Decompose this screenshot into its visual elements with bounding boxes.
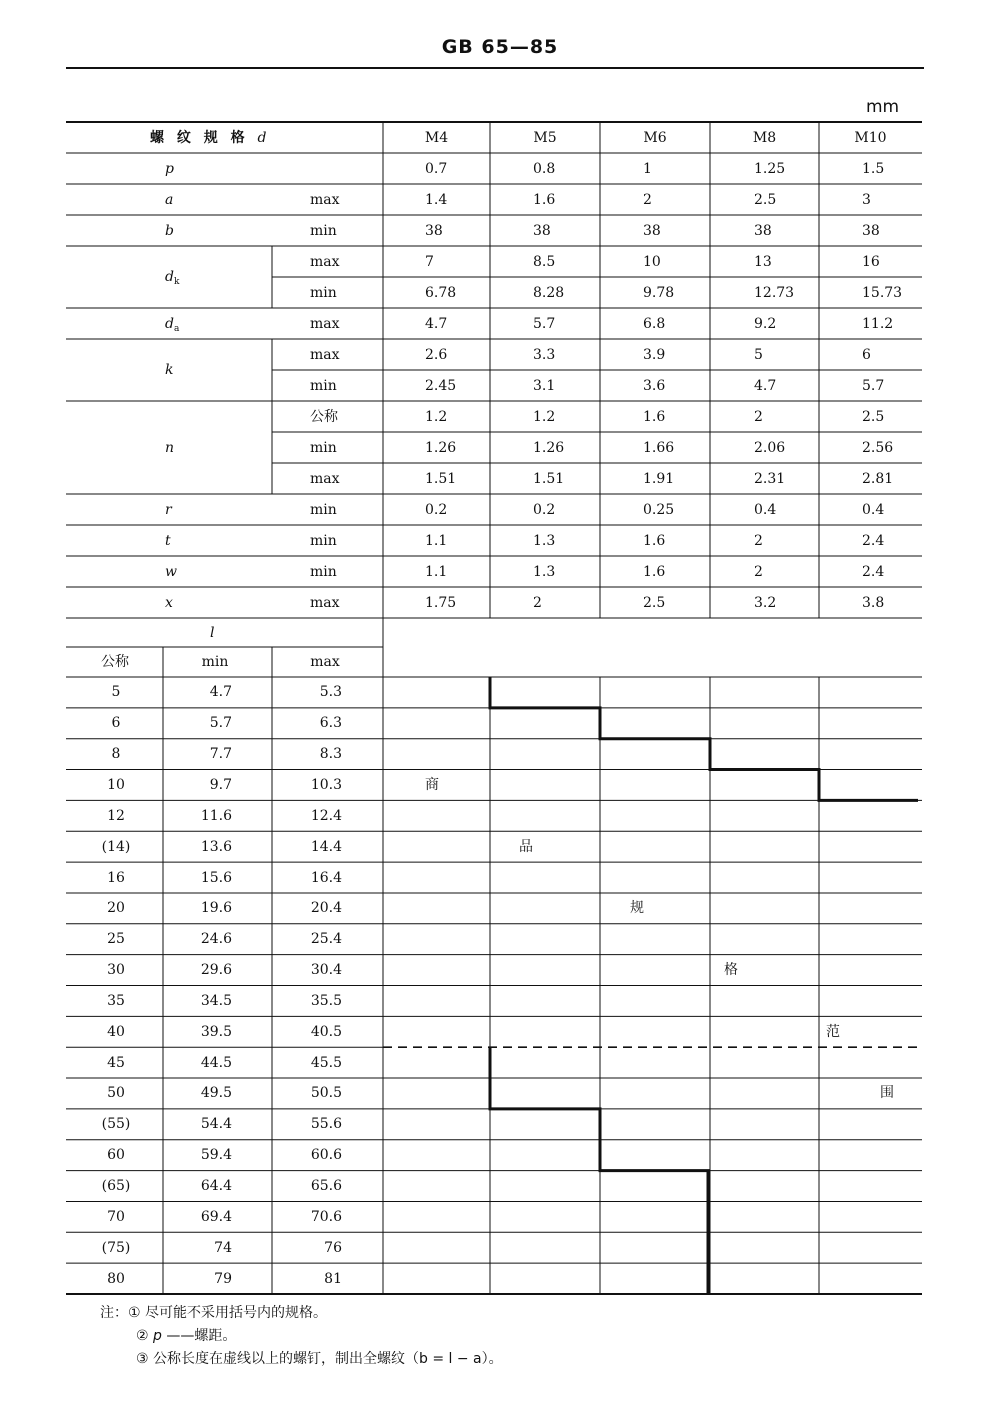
param-value: 2.56 <box>862 439 894 456</box>
param-value: 2 <box>754 408 763 425</box>
param-value: 1.3 <box>533 532 556 549</box>
param-qualifier: max <box>310 191 340 208</box>
param-qualifier: max <box>310 470 340 487</box>
param-value: 11.2 <box>862 315 894 332</box>
length-nominal: 70 <box>107 1208 125 1225</box>
param-value: 1.75 <box>425 594 457 611</box>
length-max: 10.3 <box>310 776 342 793</box>
length-nominal: 35 <box>107 992 125 1009</box>
length-nominal: (65) <box>101 1178 131 1195</box>
length-min: 29.6 <box>200 962 232 979</box>
param-value: 1.6 <box>533 191 556 208</box>
length-nominal: 30 <box>107 962 125 979</box>
param-qualifier: min <box>310 222 337 239</box>
note-1: 注：① 尽可能不采用括号内的规格。 <box>100 1305 328 1321</box>
notes <box>100 1302 503 1371</box>
param-value: 2.31 <box>754 470 786 487</box>
param-value: 9.2 <box>754 315 777 332</box>
length-max: 5.3 <box>319 684 342 701</box>
length-min: 54.4 <box>200 1116 232 1133</box>
param-value: 2.4 <box>862 532 885 549</box>
length-min: 19.6 <box>200 900 232 917</box>
length-col-nominal: 公称 <box>101 654 129 670</box>
length-nominal: 20 <box>107 900 125 917</box>
length-min: 79 <box>214 1270 232 1287</box>
param-qualifier: max <box>310 594 340 611</box>
length-max: 30.4 <box>310 962 342 979</box>
param-value: 3 <box>862 191 871 208</box>
length-min: 24.6 <box>200 931 232 948</box>
param-value: 1.4 <box>425 191 448 208</box>
length-nominal: 16 <box>107 869 125 886</box>
param-value: 38 <box>533 222 551 239</box>
param-value: 0.2 <box>425 501 448 518</box>
param-value: 1.5 <box>862 160 885 177</box>
param-value: 2.5 <box>754 191 777 208</box>
length-max: 76 <box>324 1239 342 1256</box>
param-symbol-k: k <box>165 362 174 378</box>
param-value: 2 <box>754 563 763 580</box>
param-value: 2.5 <box>643 594 666 611</box>
length-max: 81 <box>324 1270 342 1287</box>
length-nominal: 60 <box>107 1147 125 1164</box>
length-min: 74 <box>214 1239 232 1256</box>
length-min: 7.7 <box>209 746 232 763</box>
param-value: 0.8 <box>533 160 556 177</box>
range-char: 围 <box>880 1085 894 1102</box>
param-value: 13 <box>754 253 772 270</box>
length-max: 35.5 <box>310 992 342 1009</box>
length-nominal: (75) <box>101 1239 131 1256</box>
length-min: 5.7 <box>209 715 232 732</box>
length-max: 14.4 <box>310 838 342 855</box>
param-symbol-dk: $d_k$ <box>165 269 180 287</box>
param-value: 3.8 <box>862 594 885 611</box>
param-value: 2.81 <box>862 470 894 487</box>
param-value: 1.3 <box>533 563 556 580</box>
length-max: 40.5 <box>310 1023 342 1040</box>
length-max: 8.3 <box>319 746 342 763</box>
length-nominal: 25 <box>107 931 125 948</box>
param-qualifier: max <box>310 253 340 270</box>
length-nominal: (14) <box>101 838 131 855</box>
col-header-m10: M10 <box>854 129 887 146</box>
param-qualifier: 公称 <box>310 408 338 425</box>
param-value: 5 <box>754 346 763 363</box>
param-value: 4.7 <box>754 377 777 394</box>
param-value: 2.5 <box>862 408 885 425</box>
length-min: 69.4 <box>200 1208 232 1225</box>
param-value: 4.7 <box>425 315 448 332</box>
param-value: 1.6 <box>643 563 666 580</box>
length-nominal: 6 <box>111 715 121 732</box>
length-nominal: (55) <box>101 1116 131 1133</box>
param-value: 0.4 <box>754 501 777 518</box>
param-value: 8.5 <box>533 253 556 270</box>
length-max: 55.6 <box>310 1116 342 1133</box>
param-value: 12.73 <box>754 284 795 301</box>
param-value: 1.1 <box>425 563 448 580</box>
param-value: 3.6 <box>643 377 666 394</box>
param-value: 1.26 <box>425 439 457 456</box>
param-symbol-x: x <box>165 594 173 611</box>
range-char: 规 <box>630 900 644 917</box>
length-min: 59.4 <box>200 1147 232 1164</box>
param-value: 1.66 <box>643 439 675 456</box>
param-value: 0.7 <box>425 160 448 177</box>
param-qualifier: min <box>310 563 337 580</box>
param-qualifier: min <box>310 377 337 394</box>
col-header-m6: M6 <box>643 129 667 146</box>
range-char: 范 <box>826 1023 840 1040</box>
param-symbol-r: r <box>165 501 172 518</box>
param-qualifier: min <box>310 284 337 301</box>
length-max: 50.5 <box>310 1085 342 1102</box>
param-symbol-b: b <box>165 222 174 239</box>
col-header-m5: M5 <box>533 129 557 146</box>
param-value: 2 <box>533 594 542 611</box>
length-max: 65.6 <box>310 1178 342 1195</box>
param-value: 1.6 <box>643 408 666 425</box>
param-value: 1.25 <box>754 160 786 177</box>
length-max: 60.6 <box>310 1147 342 1164</box>
param-value: 10 <box>643 253 661 270</box>
param-qualifier: min <box>310 501 337 518</box>
length-nominal: 8 <box>111 746 121 763</box>
length-max: 12.4 <box>310 807 342 824</box>
param-value: 3.3 <box>533 346 556 363</box>
note-3: ③ 公称长度在虚线以上的螺钉，制出全螺纹（b = l − a）。 <box>136 1351 503 1367</box>
param-value: 16 <box>862 253 880 270</box>
param-value: 0.25 <box>643 501 675 518</box>
range-char: 品 <box>519 838 533 855</box>
length-min: 4.7 <box>209 684 232 701</box>
param-symbol-w: w <box>165 563 177 580</box>
param-value: 2.06 <box>754 439 786 456</box>
param-value: 7 <box>425 253 434 270</box>
length-max: 45.5 <box>310 1054 342 1071</box>
length-nominal: 80 <box>107 1270 125 1287</box>
length-max: 6.3 <box>319 715 342 732</box>
param-qualifier: max <box>310 346 340 363</box>
param-qualifier: min <box>310 439 337 456</box>
param-value: 5.7 <box>533 315 556 332</box>
param-value: 9.78 <box>643 284 675 301</box>
param-value: 6.78 <box>425 284 457 301</box>
length-max: 16.4 <box>310 869 342 886</box>
param-value: 0.2 <box>533 501 556 518</box>
param-symbol-n: n <box>165 439 175 456</box>
length-min: 15.6 <box>200 869 232 886</box>
length-min: 9.7 <box>209 776 232 793</box>
length-col-max: max <box>310 654 340 670</box>
length-nominal: 10 <box>107 776 125 793</box>
param-value: 1.6 <box>643 532 666 549</box>
length-min: 49.5 <box>200 1085 232 1102</box>
param-value: 38 <box>643 222 661 239</box>
param-value: 6.8 <box>643 315 666 332</box>
param-value: 1.2 <box>425 408 448 425</box>
param-symbol-t: t <box>165 532 171 549</box>
length-min: 44.5 <box>200 1054 232 1071</box>
col-header-m8: M8 <box>752 129 777 146</box>
length-min: 64.4 <box>200 1178 232 1195</box>
standard-code: GB 65—85 <box>441 36 559 58</box>
param-symbol-p: p <box>165 160 174 177</box>
length-max: 70.6 <box>310 1208 342 1225</box>
param-symbol-da: $d_a$ <box>165 315 180 334</box>
param-value: 0.4 <box>862 501 885 518</box>
param-value: 38 <box>754 222 772 239</box>
param-value: 1.1 <box>425 532 448 549</box>
unit-label: mm <box>866 97 900 117</box>
length-nominal: 45 <box>107 1054 125 1071</box>
param-value: 2.4 <box>862 563 885 580</box>
param-value: 2.6 <box>425 346 448 363</box>
param-value: 8.28 <box>533 284 565 301</box>
note-2: ② p ——螺距。 <box>136 1328 237 1344</box>
range-char: 商 <box>425 776 439 793</box>
length-nominal: 50 <box>107 1085 125 1102</box>
param-value: 2.45 <box>425 377 457 394</box>
length-col-min: min <box>201 654 229 670</box>
param-value: 2 <box>643 191 652 208</box>
param-value: 3.9 <box>643 346 666 363</box>
length-min: 13.6 <box>200 838 232 855</box>
param-qualifier: min <box>310 532 337 549</box>
length-max: 25.4 <box>310 931 342 948</box>
param-value: 3.1 <box>533 377 556 394</box>
param-value: 3.2 <box>754 594 777 611</box>
length-min: 11.6 <box>200 807 232 824</box>
length-nominal: 12 <box>107 807 125 824</box>
length-nominal: 40 <box>107 1023 125 1040</box>
param-value: 38 <box>862 222 880 239</box>
col-header-m4: M4 <box>424 129 449 146</box>
length-min: 34.5 <box>200 992 232 1009</box>
param-value: 5.7 <box>862 377 885 394</box>
param-value: 2 <box>754 532 763 549</box>
param-value: 1.2 <box>533 408 556 425</box>
param-value: 1.51 <box>425 470 457 487</box>
param-value: 6 <box>862 346 871 363</box>
param-value: 38 <box>425 222 443 239</box>
length-symbol: l <box>210 624 215 641</box>
length-min: 39.5 <box>200 1023 232 1040</box>
param-value: 1.51 <box>533 470 565 487</box>
length-nominal: 5 <box>111 684 121 701</box>
spec-label: 螺 纹 规 格 d <box>150 129 267 146</box>
param-value: 1.26 <box>533 439 565 456</box>
param-value: 1 <box>643 160 652 177</box>
param-value: 1.91 <box>643 470 675 487</box>
range-char: 格 <box>724 962 738 979</box>
param-value: 15.73 <box>862 284 903 301</box>
param-symbol-a: a <box>165 191 174 208</box>
length-max: 20.4 <box>310 900 342 917</box>
param-qualifier: max <box>310 315 340 332</box>
